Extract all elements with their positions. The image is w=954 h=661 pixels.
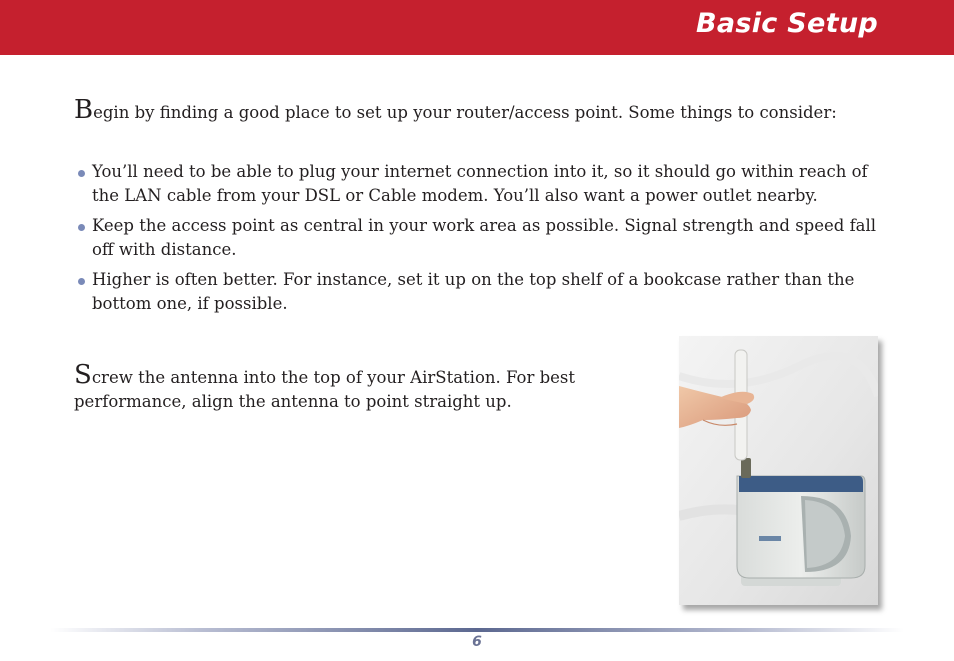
- router-with-antenna-illustration: [679, 336, 878, 605]
- list-item-text: Higher is often better. For instance, set it up on the top shelf of a bookcase rather than the bottom one, if possible.: [92, 270, 855, 313]
- intro-paragraph: [74, 95, 882, 125]
- header-bar: [0, 0, 954, 55]
- list-item: [74, 214, 882, 262]
- list-item-text: You’ll need to be able to plug your internet connection into it, so it should go within reach of the LAN cable from your DSL or Cable modem. You’ll also want a power outlet nearby.: [92, 162, 868, 205]
- antenna-paragraph: [74, 360, 634, 414]
- intro-text: egin by finding a good place to set up your router/access point. Some things to consider:: [93, 103, 837, 122]
- tips-list: [74, 160, 882, 322]
- page-number: 6: [472, 634, 482, 650]
- list-item: [74, 160, 882, 208]
- list-item-text: Keep the access point as central in your work area as possible. Signal strength and speed fall off with distance.: [92, 216, 877, 259]
- page-title: Basic Setup: [695, 8, 878, 39]
- router-photo: [679, 336, 878, 605]
- antenna-text: crew the antenna into the top of your AirStation. For best performance, align the antenna to point straight up.: [74, 368, 576, 411]
- bullet-icon: [78, 170, 85, 177]
- antenna-drop-cap: S: [74, 360, 92, 390]
- bullet-icon: [78, 278, 85, 285]
- list-item: [74, 268, 882, 316]
- bullet-icon: [78, 224, 85, 231]
- intro-drop-cap: B: [74, 95, 94, 125]
- footer-divider: [50, 628, 904, 632]
